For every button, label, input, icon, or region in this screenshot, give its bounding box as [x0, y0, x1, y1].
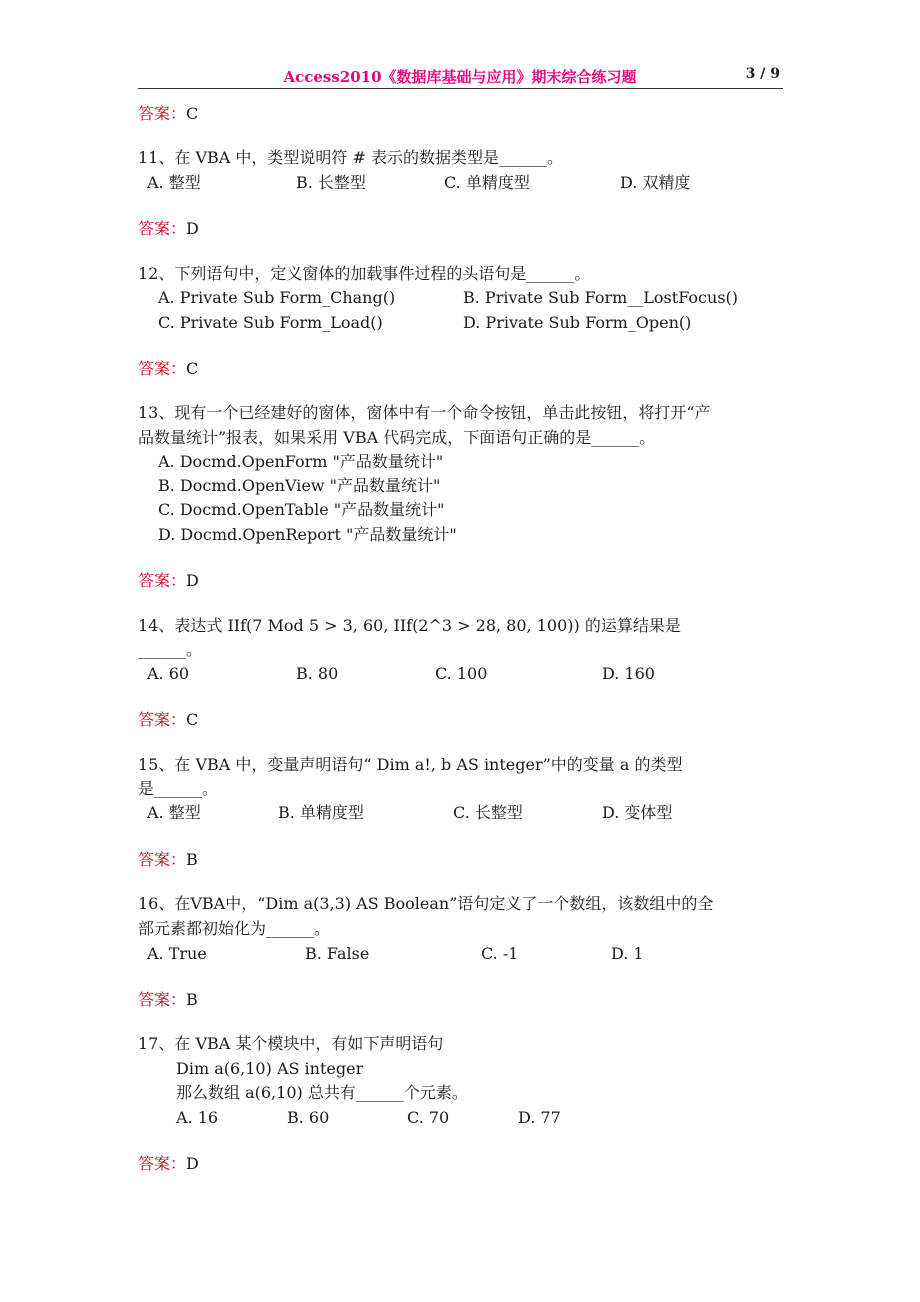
text-line: 那么数组 a(6,10) 总共有______个元素。 [176, 1083, 468, 1102]
text-line: 16、在VBA中，“Dim a(3,3) AS Boolean”语句定义了一个数组，该数组中的全 [138, 894, 714, 913]
answer-line [138, 989, 198, 1011]
answer-label: 答案： [138, 571, 187, 590]
text-line: 17、在 VBA 某个模块中，有如下声明语句 [138, 1034, 444, 1053]
text-line: A. True [147, 944, 207, 963]
text-line: B. 80 [296, 664, 339, 683]
answer-label: 答案： [138, 990, 187, 1009]
answer-line [138, 103, 198, 125]
answer-label: 答案： [138, 710, 187, 729]
text-line: 品数量统计”报表，如果采用 VBA 代码完成，下面语句正确的是______。 [138, 428, 656, 447]
text-line: A. Docmd.OpenForm "产品数量统计" [158, 452, 444, 471]
text-line: D. Docmd.OpenReport "产品数量统计" [158, 525, 457, 544]
text-line: C. 长整型 [453, 803, 523, 822]
text-line: A. 16 [176, 1108, 219, 1127]
answer-label: 答案： [138, 219, 187, 238]
text-line: C. Docmd.OpenTable "产品数量统计" [158, 500, 445, 519]
text-line: A. 整型 [147, 803, 201, 822]
text-line: B. False [305, 944, 370, 963]
text-line: 12、下列语句中，定义窗体的加载事件过程的头语句是______。 [138, 264, 591, 283]
text-line: B. Docmd.OpenView "产品数量统计" [158, 476, 441, 495]
text-line: D. 160 [602, 664, 655, 683]
text-line: D. 1 [611, 944, 644, 963]
text-line: 13、现有一个已经建好的窗体，窗体中有一个命令按钮，单击此按钮，将打开“产 [138, 403, 711, 422]
answer-label: 答案： [138, 359, 187, 378]
answer-line [138, 1153, 199, 1175]
text-line: C. 100 [435, 664, 488, 683]
text-line: B. 单精度型 [278, 803, 364, 822]
answer-line [138, 570, 199, 592]
text-line: ______。 [138, 640, 203, 659]
answer-value: B [186, 990, 198, 1009]
answer-value: D [186, 1154, 199, 1173]
text-line: B. 60 [287, 1108, 330, 1127]
text-line: 是______。 [138, 779, 219, 798]
text-line: B. Private Sub Form__LostFocus() [463, 288, 739, 307]
answer-label: 答案： [138, 850, 187, 869]
page-header-title: Access2010《数据库基础与应用》期末综合练习题 [283, 68, 637, 86]
text-line: C. Private Sub Form_Load() [158, 313, 383, 332]
answer-line [138, 358, 198, 380]
text-line: D. 双精度 [620, 173, 691, 192]
text-line: B. 长整型 [296, 173, 366, 192]
text-line: C. -1 [481, 944, 519, 963]
text-line: D. 变体型 [602, 803, 673, 822]
text-line: D. 77 [518, 1108, 561, 1127]
answer-value: B [186, 850, 198, 869]
answer-value: C [186, 359, 199, 378]
text-line: 14、表达式 IIf(7 Mod 5 > 3, 60, IIf(2^3 > 28, 80, 100)) 的运算结果是 [138, 616, 681, 635]
text-line: D. Private Sub Form_Open() [463, 313, 692, 332]
text-line: A. 60 [147, 664, 190, 683]
answer-value: C [186, 104, 199, 123]
answer-line [138, 218, 199, 240]
answer-value: D [186, 219, 199, 238]
text-line: 15、在 VBA 中，变量声明语句“ Dim a!, b AS integer”中的变量 a 的类型 [138, 755, 683, 774]
answer-value: C [186, 710, 199, 729]
answer-label: 答案： [138, 1154, 187, 1173]
text-line: A. 整型 [147, 173, 201, 192]
text-line: C. 单精度型 [444, 173, 530, 192]
text-line: 部元素都初始化为______。 [138, 919, 331, 938]
text-line: Dim a(6,10) AS integer [176, 1059, 364, 1078]
answer-value: D [186, 571, 199, 590]
answer-line [138, 709, 198, 731]
page-number: 3 / 9 [745, 66, 780, 82]
answer-label: 答案： [138, 104, 187, 123]
text-line: A. Private Sub Form_Chang() [158, 288, 396, 307]
text-line: 11、在 VBA 中，类型说明符 # 表示的数据类型是______。 [138, 148, 563, 167]
text-line: C. 70 [407, 1108, 450, 1127]
answer-line [138, 849, 198, 871]
header-divider [138, 88, 783, 89]
